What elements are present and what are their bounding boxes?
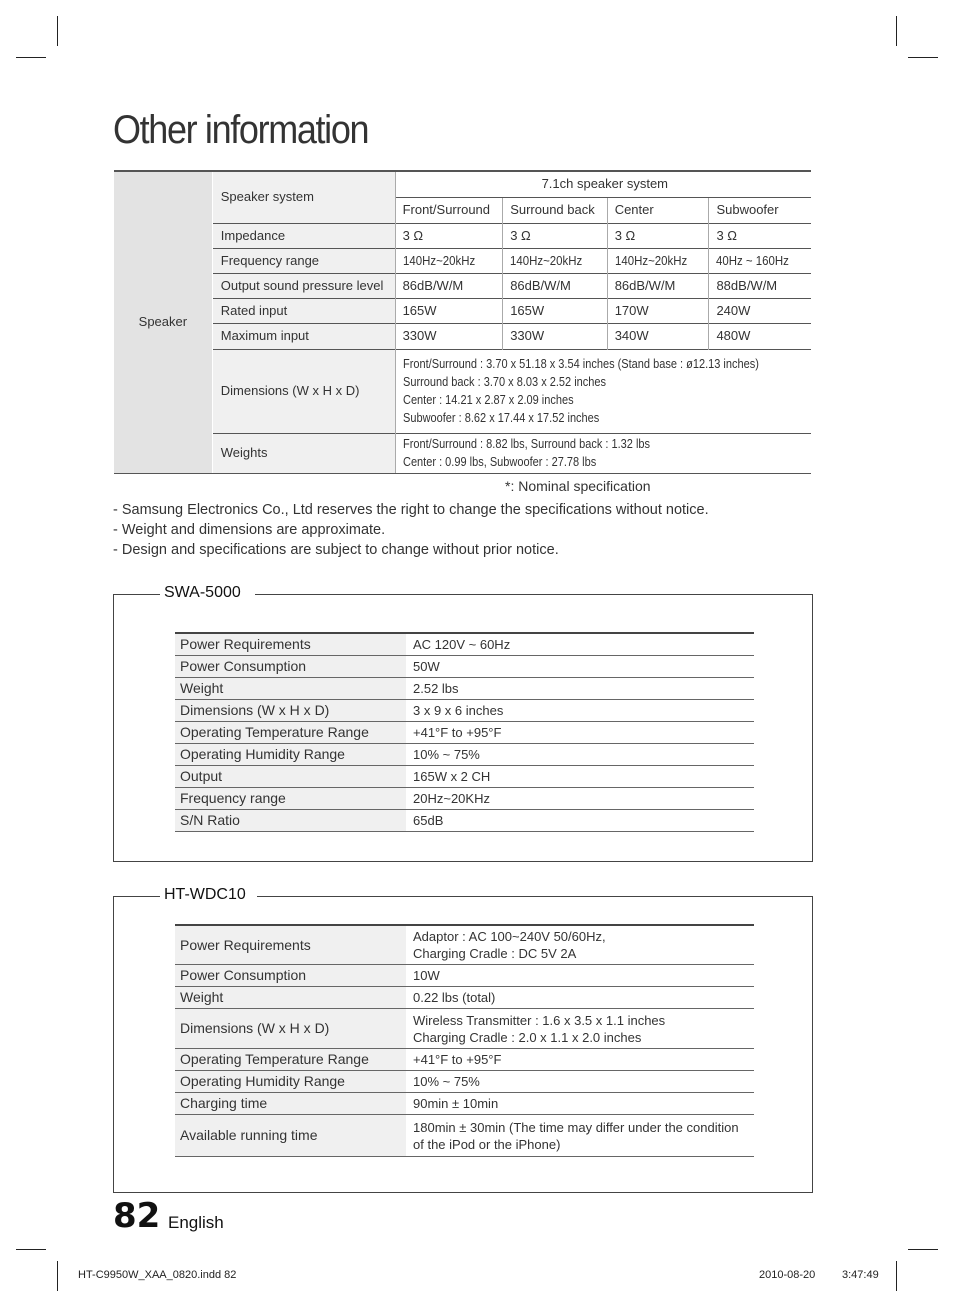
row-label: Impedance (212, 223, 395, 248)
row-label: Maximum input (212, 323, 395, 349)
language-label: English (168, 1213, 224, 1232)
table-row: Operating Temperature Range +41°F to +95°F (175, 722, 754, 744)
page-title: Other information (113, 108, 369, 152)
nominal-spec-note: *: Nominal specification (505, 478, 651, 494)
crop-mark (896, 1261, 897, 1291)
column-header: Surround back (503, 197, 608, 223)
box-top-border (257, 896, 812, 897)
htwdc10-spec-table (175, 924, 754, 1157)
dimensions-value: Front/Surround : 3.70 x 51.18 x 3.54 inches (Stand base : ø12.13 inches) Surround back : 3.70 x 8.03 x 2.52 inches Center : 14.21 x 2.87 x 2.09 inches Subwoofer : 8.62 x 17.44 x 17.52 inches (395, 349, 811, 433)
table-cell: 3 Ω (709, 223, 811, 248)
table-cell: 3 Ω (503, 223, 608, 248)
table-cell: 140Hz~20kHz (503, 248, 608, 273)
table-cell: 140Hz~20kHz (607, 248, 709, 273)
table-row: Power Requirements Adaptor : AC 100~240V 50/60Hz, Charging Cradle : DC 5V 2A (175, 925, 754, 965)
table-cell: 86dB/W/M (607, 273, 709, 298)
section-heading: HT-WDC10 (160, 886, 250, 904)
table-cell: 170W (607, 298, 709, 323)
table-row: Output 165W x 2 CH (175, 766, 754, 788)
table-row: Frequency range 20Hz~20KHz (175, 788, 754, 810)
table-cell: 340W (607, 323, 709, 349)
table-row: Weight 2.52 lbs (175, 678, 754, 700)
note: - Weight and dimensions are approximate. (113, 522, 386, 538)
htwdc10-section (113, 886, 813, 1193)
table-cell: 140Hz~20kHz (395, 248, 503, 273)
speaker-system-label: Speaker system (212, 171, 395, 223)
box-top-border (255, 594, 812, 595)
row-label: Frequency range (212, 248, 395, 273)
speaker-spec-table (114, 170, 811, 474)
crop-mark (57, 1261, 58, 1291)
table-cell: 88dB/W/M (709, 273, 811, 298)
crop-mark (896, 16, 897, 46)
crop-mark (16, 1249, 46, 1250)
table-cell: 165W (503, 298, 608, 323)
table-row: Power Consumption 10W (175, 965, 754, 987)
table-cell: 480W (709, 323, 811, 349)
row-label: Rated input (212, 298, 395, 323)
table-row: S/N Ratio 65dB (175, 810, 754, 832)
table-cell: 86dB/W/M (503, 273, 608, 298)
table-row: Operating Temperature Range +41°F to +95°F (175, 1049, 754, 1071)
dimensions-label: Dimensions (W x H x D) (212, 349, 395, 433)
table-cell: 3 Ω (395, 223, 503, 248)
column-header: Subwoofer (709, 197, 811, 223)
row-label: Output sound pressure level (212, 273, 395, 298)
section-heading: SWA-5000 (160, 584, 245, 602)
crop-mark (16, 57, 46, 58)
table-row: Weight 0.22 lbs (total) (175, 987, 754, 1009)
table-row: Dimensions (W x H x D) Wireless Transmitter : 1.6 x 3.5 x 1.1 inches Charging Cradle : 2.0 x 1.1 x 2.0 inches (175, 1009, 754, 1049)
speaker-category-cell: Speaker (114, 171, 212, 473)
notes-list (113, 500, 709, 560)
table-cell: 165W (395, 298, 503, 323)
table-cell: 40Hz ~ 160Hz (709, 248, 811, 273)
crop-mark (908, 57, 938, 58)
footer-time: 3:47:49 (842, 1269, 879, 1281)
table-cell: 330W (503, 323, 608, 349)
box-top-border (114, 896, 160, 897)
table-cell: 3 Ω (607, 223, 709, 248)
table-row: Dimensions (W x H x D) 3 x 9 x 6 inches (175, 700, 754, 722)
box-top-border (114, 594, 160, 595)
table-cell: 86dB/W/M (395, 273, 503, 298)
note: - Design and specifications are subject to change without prior notice. (113, 542, 559, 558)
table-cell: 240W (709, 298, 811, 323)
system-header: 7.1ch speaker system (395, 171, 811, 197)
swa5000-spec-table (175, 632, 754, 832)
table-row: Power Consumption 50W (175, 656, 754, 678)
table-cell: 330W (395, 323, 503, 349)
footer-date: 2010-08-20 (759, 1269, 816, 1281)
table-row: Charging time 90min ± 10min (175, 1093, 754, 1115)
column-header: Front/Surround (395, 197, 503, 223)
column-header: Center (607, 197, 709, 223)
table-row: Operating Humidity Range 10% ~ 75% (175, 744, 754, 766)
table-row: Operating Humidity Range 10% ~ 75% (175, 1071, 754, 1093)
note: - Samsung Electronics Co., Ltd reserves the right to change the specifications without notice. (113, 502, 709, 518)
footer-file: HT-C9950W_XAA_0820.indd 82 (78, 1269, 237, 1281)
weights-value: Front/Surround : 8.82 lbs, Surround back : 1.32 lbs Center : 0.99 lbs, Subwoofer : 27.78 lbs (395, 433, 811, 473)
table-row: Power Requirements AC 120V ~ 60Hz (175, 633, 754, 656)
page-number: 82 (113, 1196, 161, 1236)
crop-mark (908, 1249, 938, 1250)
swa5000-section (113, 584, 813, 862)
crop-mark (57, 16, 58, 46)
table-row: Available running time 180min ± 30min (The time may differ under the condition of the iPod or the iPhone) (175, 1115, 754, 1157)
weights-label: Weights (212, 433, 395, 473)
